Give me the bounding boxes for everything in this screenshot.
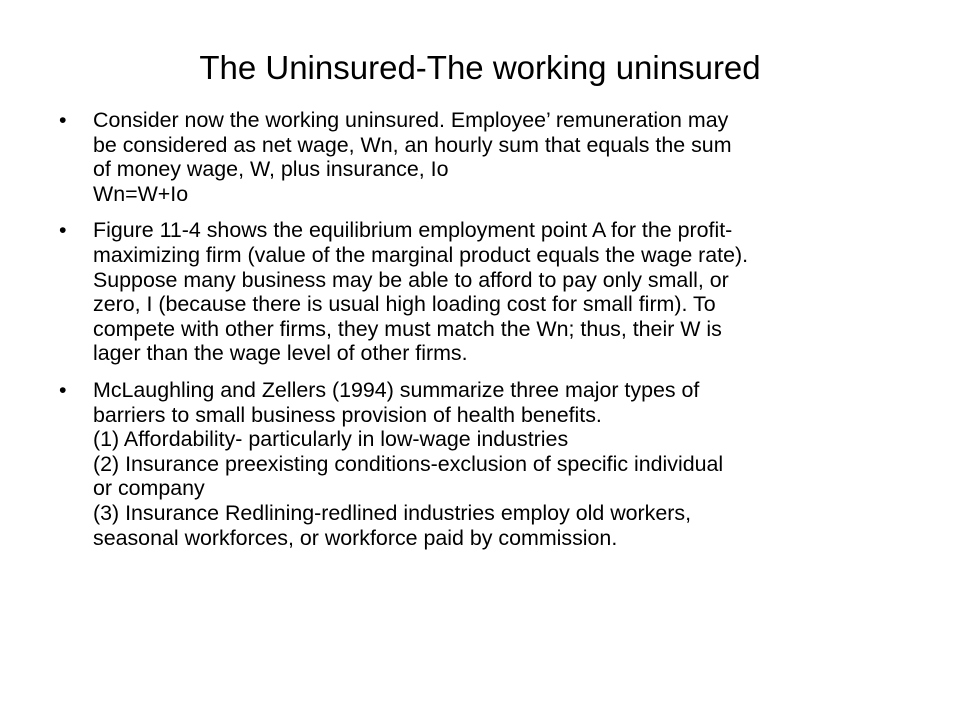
bullet-text-line: seasonal workforces, or workforce paid by commission. [93,525,618,550]
bullet-item-barriers [59,378,939,550]
bullet-text-line: of money wage, W, plus insurance, Io [93,157,449,182]
bullet-text-line: barriers to small business provision of health benefits. [93,402,602,427]
bullet-text-line: Figure 11-4 shows the equilibrium employment point A for the profit- [93,218,733,243]
bullet-text-line: be considered as net wage, Wn, an hourly sum that equals the sum [93,132,732,157]
bullet-item-figure-11-4 [59,218,939,366]
slide-title: The Uninsured-The working uninsured [199,49,761,86]
bullet-icon: • [59,377,67,402]
bullet-list [59,108,939,562]
bullet-text-line: or company [93,476,205,501]
bullet-text-line: (2) Insurance preexisting conditions-exclusion of specific individual [93,451,724,476]
bullet-text-line: lager than the wage level of other firms. [93,341,468,366]
bullet-text-line: maximizing firm (value of the marginal product equals the wage rate). [93,242,749,267]
bullet-icon: • [59,108,67,132]
bullet-item-working-uninsured [59,108,939,206]
bullet-text-line: (1) Affordability- particularly in low-wage industries [93,427,569,452]
bullet-text-line: Consider now the working uninsured. Employee’ remuneration may [93,108,729,132]
bullet-icon: • [59,218,67,243]
bullet-text-line: (3) Insurance Redlining-redlined industries employ old workers, [93,500,692,525]
bullet-text-line: zero, I (because there is usual high loading cost for small firm). To [93,292,716,317]
bullet-text-line: compete with other firms, they must match the Wn; thus, their W is [93,316,722,341]
bullet-text-line: Suppose many business may be able to afford to pay only small, or [93,267,729,292]
bullet-text-line: McLaughling and Zellers (1994) summarize three major types of [93,377,700,402]
bullet-text-line: Wn=W+Io [93,181,189,206]
